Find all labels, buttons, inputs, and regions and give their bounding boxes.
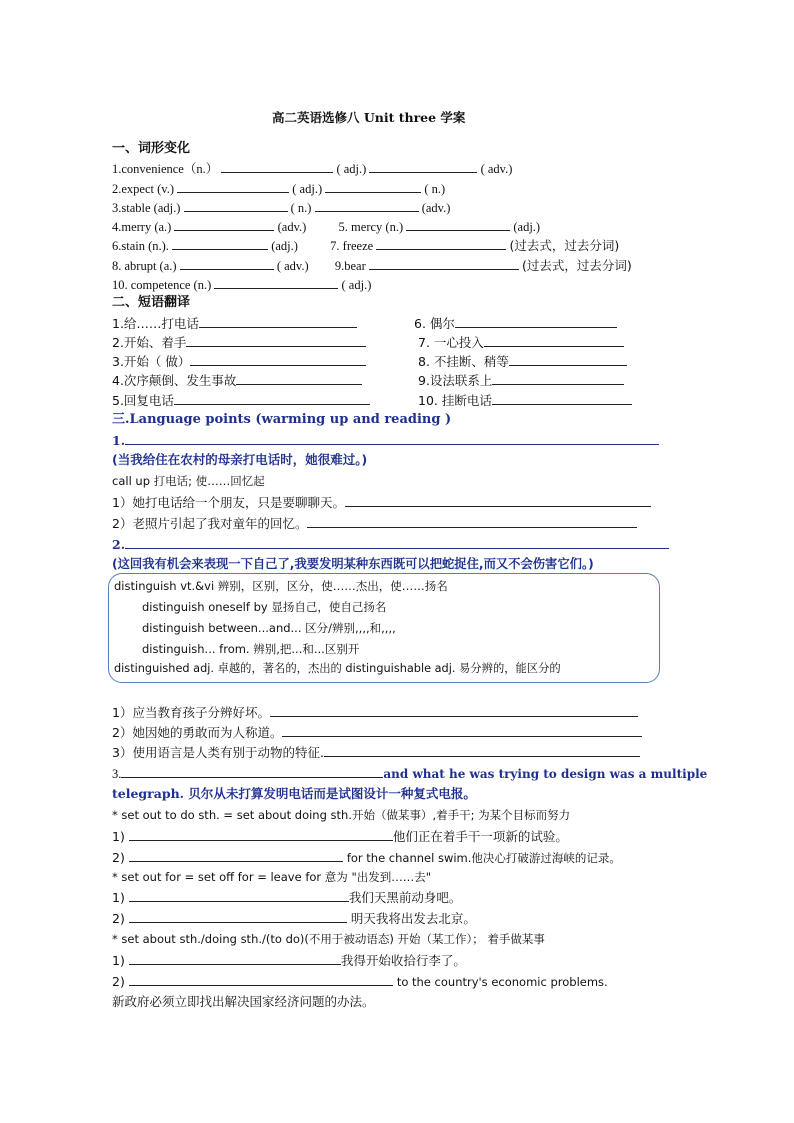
answer-blank[interactable]: [121, 765, 383, 778]
row-label: 8. abrupt (a.): [112, 259, 177, 273]
row-label: ( adj.): [292, 182, 323, 196]
exercise-number: 1): [112, 953, 125, 968]
row-label: 3.stable (adj.): [112, 201, 181, 215]
exercise-2-1: [112, 704, 638, 721]
exercise-prompt: 2）她因她的勇敢而为人称道。: [112, 725, 283, 740]
answer-blank[interactable]: [509, 353, 627, 366]
answer-blank[interactable]: [129, 910, 347, 923]
exercise-number: 2): [112, 911, 125, 926]
row-label: ( adv.): [276, 259, 309, 273]
item-number: 3.: [112, 767, 122, 781]
exercise-prompt: to the country's economic problems.: [396, 975, 608, 989]
item-3-line: [112, 765, 707, 782]
distinguish-line-3: distinguish between...and... 区分/辨别,,,,和,,,,: [142, 621, 396, 635]
phrase-right-4: [418, 372, 624, 389]
row-label: ( n.): [290, 201, 312, 215]
word-form-row-1: [112, 160, 512, 177]
answer-blank[interactable]: [214, 276, 338, 289]
exercise-2-2: [112, 724, 642, 741]
answer-blank[interactable]: [307, 515, 637, 528]
answer-blank[interactable]: [125, 536, 669, 549]
answer-blank[interactable]: [236, 372, 362, 385]
phrase-right-3: [418, 353, 627, 370]
answer-blank[interactable]: [172, 237, 268, 250]
phrase-label: 2.开始、着手: [112, 335, 187, 350]
answer-blank[interactable]: [129, 889, 349, 902]
word-form-row-7: [112, 276, 371, 293]
row-label: ( adj.): [336, 162, 367, 176]
phrase-left-2: [112, 334, 366, 351]
row-label: (adv.): [421, 201, 451, 215]
item-number: 2.: [112, 537, 126, 552]
exercise-3-2: [112, 849, 621, 866]
item-3-sentence-cont: telegraph. 贝尔从未打算发明电话而是试图设计一种复式电报。: [112, 786, 476, 801]
exercise-number: 2): [112, 974, 125, 989]
answer-blank[interactable]: [369, 257, 519, 270]
word-form-row-4: [112, 218, 540, 235]
answer-blank[interactable]: [369, 160, 477, 173]
row-label: ( adj.): [341, 278, 372, 292]
exercise-5-2-translation: 新政府必须立即找出解决国家经济问题的办法。: [112, 994, 375, 1009]
row-label: 10. competence (n.): [112, 278, 212, 292]
section-heading-word-forms: 一、词形变化: [112, 141, 191, 156]
answer-blank[interactable]: [325, 180, 421, 193]
exercise-number: 1): [112, 890, 125, 905]
item-2-chinese: (这回我有机会来表现一下自己了,我要发明某种东西既可以把蛇捉住,而又不会伤害它们。): [112, 557, 594, 571]
exercise-prompt: 2）老照片引起了我对童年的回忆。: [112, 516, 308, 531]
exercise-5-1: [112, 952, 466, 969]
answer-blank[interactable]: [129, 952, 341, 965]
answer-blank[interactable]: [184, 199, 288, 212]
word-form-row-2: [112, 180, 445, 197]
row-label: ( n.): [424, 182, 446, 196]
answer-blank[interactable]: [129, 973, 393, 986]
row-label: (过去式，过去分词): [509, 238, 620, 253]
set-out-note: * set out to do sth. = set about doing sth.开始（做某事）,着手干; 为某个目标而努力: [112, 808, 571, 822]
exercise-4-2: [112, 910, 476, 927]
answer-blank[interactable]: [190, 353, 366, 366]
answer-blank[interactable]: [129, 849, 343, 862]
phrase-left-5: [112, 392, 370, 409]
phrase-label: 8. 不挂断、稍等: [418, 354, 509, 369]
exercise-1-1: [112, 494, 651, 511]
row-label: (adj.): [513, 220, 541, 234]
item-number: 1.: [112, 433, 126, 448]
answer-blank[interactable]: [406, 218, 510, 231]
distinguish-line-4: distinguish... from. 辨别,把...和...区别开: [142, 642, 360, 656]
item-2-line: [112, 536, 669, 553]
answer-blank[interactable]: [180, 257, 274, 270]
answer-blank[interactable]: [345, 494, 651, 507]
exercise-3-1: [112, 828, 568, 845]
phrase-label: 7. 一心投入: [418, 335, 484, 350]
answer-blank[interactable]: [315, 199, 419, 212]
exercise-4-1: [112, 889, 461, 906]
call-up-note: call up 打电话; 使……回忆起: [112, 474, 265, 488]
word-form-row-3: [112, 199, 450, 216]
exercise-prompt: 明天我将出发去北京。: [350, 911, 476, 926]
phrase-label: 3.开始（ 做）: [112, 354, 191, 369]
answer-blank[interactable]: [492, 392, 632, 405]
phrase-label: 9.设法联系上: [418, 373, 493, 388]
phrase-right-2: [418, 334, 624, 351]
exercise-5-2: [112, 973, 608, 990]
word-form-row-6: [112, 257, 632, 274]
phrase-right-1: [414, 315, 617, 332]
answer-blank[interactable]: [174, 392, 370, 405]
exercise-prompt: for the channel swim.他决心打破游过海峡的记录。: [346, 851, 621, 865]
set-about-note: * set about sth./doing sth./(to do)(不用于被动语态) 开始（某工作）； 着手做某事: [112, 932, 545, 946]
exercise-prompt: 1）应当教育孩子分辨好坏。: [112, 705, 270, 720]
exercise-prompt: 我们天黑前动身吧。: [348, 890, 462, 905]
row-label: ( adv.): [480, 162, 513, 176]
row-label: 9.bear: [334, 259, 366, 273]
answer-blank[interactable]: [199, 315, 357, 328]
row-label: 4.merry (a.): [112, 220, 172, 234]
row-label: 5. mercy (n.): [338, 220, 404, 234]
exercise-prompt: 1）她打电话给一个朋友，只是要聊聊天。: [112, 495, 345, 510]
phrase-right-5: [418, 392, 632, 409]
answer-blank[interactable]: [177, 180, 289, 193]
exercise-prompt: 他们正在着手干一项新的试验。: [392, 829, 568, 844]
exercise-number: 2): [112, 850, 125, 865]
exercise-1-2: [112, 515, 637, 532]
answer-blank[interactable]: [270, 704, 638, 717]
phrase-label: 4.次序颠倒、发生事故: [112, 373, 237, 388]
answer-blank[interactable]: [282, 724, 642, 737]
answer-blank[interactable]: [492, 372, 624, 385]
phrase-left-1: [112, 315, 357, 332]
exercise-prompt: 3）使用语言是人类有别于动物的特征.: [112, 745, 324, 760]
answer-blank[interactable]: [186, 334, 366, 347]
row-label: 2.expect (v.): [112, 182, 175, 196]
answer-blank[interactable]: [174, 218, 274, 231]
distinguish-line-5: distinguished adj. 卓越的，著名的，杰出的 distinguishable adj. 易分辨的，能区分的: [114, 662, 561, 675]
word-form-row-5: [112, 237, 619, 254]
row-label: 6.stain (n.).: [112, 239, 169, 253]
item-1-chinese: (当我给住在农村的母亲打电话时，她很难过。): [112, 452, 368, 467]
answer-blank[interactable]: [324, 744, 640, 757]
item-1-line: [112, 432, 659, 449]
row-label: (adv.): [277, 220, 307, 234]
row-label: 7. freeze: [330, 239, 374, 253]
page-title: 高二英语选修八 Unit three 学案: [272, 110, 466, 125]
distinguish-line-2: distinguish oneself by 显扬自己，使自己扬名: [142, 600, 387, 614]
answer-blank[interactable]: [129, 828, 393, 841]
row-label: 1.convenience（n.）: [112, 162, 219, 176]
phrase-label: 1.给……打电话: [112, 316, 199, 331]
answer-blank[interactable]: [455, 315, 617, 328]
answer-blank[interactable]: [484, 334, 624, 347]
distinguish-line-1: distinguish vt.&vi 辨别，区别，区分，使……杰出，使……扬名: [114, 579, 448, 593]
item-3-sentence: and what he was trying to design was a multiple: [383, 767, 708, 781]
section-heading-language-points: 三.Language points (warming up and reading ): [112, 412, 452, 427]
answer-blank[interactable]: [376, 237, 506, 250]
exercise-2-3: [112, 744, 640, 761]
exercise-prompt: 我得开始收拾行李了。: [340, 953, 466, 968]
answer-blank[interactable]: [221, 160, 333, 173]
row-label: (adj.): [271, 239, 298, 253]
phrase-left-4: [112, 372, 362, 389]
exercise-number: 1): [112, 829, 125, 844]
row-label: (过去式，过去分词): [522, 258, 632, 273]
answer-blank[interactable]: [125, 432, 659, 445]
set-off-note: * set out for = set off for = leave for 意为 "出发到……去": [112, 870, 432, 884]
phrase-label: 10. 挂断电话: [418, 393, 492, 408]
phrase-left-3: [112, 353, 366, 370]
phrase-label: 5.回复电话: [112, 393, 174, 408]
phrase-label: 6. 偶尔: [414, 316, 455, 331]
section-heading-phrases: 二、短语翻译: [112, 295, 191, 310]
